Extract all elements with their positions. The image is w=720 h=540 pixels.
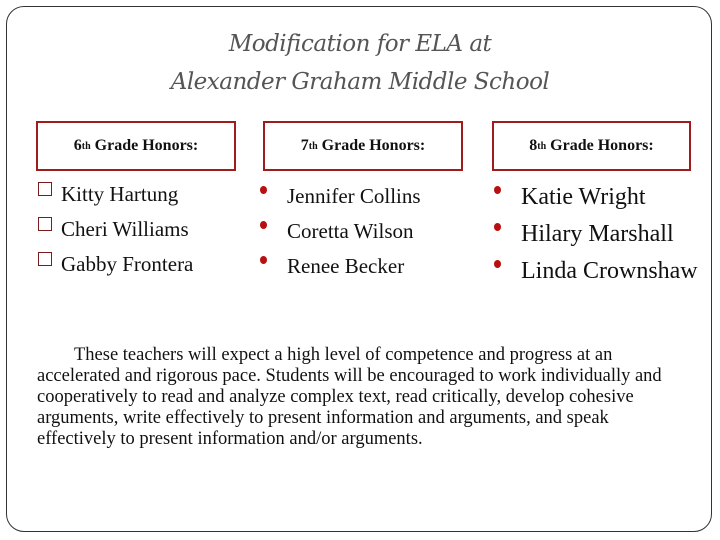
description-paragraph: These teachers will expect a high level of competence and progress at an accelerated and rigorous pace. Students will be encouraged to work individually and cooperatively to read and analyze complex text, read critically, develop cohesive arguments, write effectively to present information and arguments, and speak effectively to present information and/or arguments. (37, 345, 662, 449)
list-item (521, 179, 698, 216)
grade-6-list (61, 177, 193, 282)
grade-7-header (263, 121, 463, 171)
header-label: Grade Honors: (90, 137, 199, 154)
grade-6-header (36, 121, 236, 171)
grade-number: 8 (529, 137, 538, 154)
grade-number: 6 (73, 137, 82, 154)
grade-7-list (287, 179, 421, 284)
grade-8-list (521, 179, 698, 290)
list-item (61, 212, 193, 247)
list-item (287, 214, 421, 249)
list-item (521, 216, 698, 253)
bullet-icon (494, 186, 501, 194)
teacher-name: Renee Becker (287, 254, 405, 278)
bullet-icon (260, 256, 267, 264)
list-item (287, 179, 421, 214)
header-label: Grade Honors: (546, 137, 654, 154)
checkbox-square-icon (38, 182, 52, 196)
grade-8-header (492, 121, 691, 171)
header-label: Grade Honors: (317, 137, 426, 154)
teacher-name: Gabby Frontera (61, 252, 194, 276)
teacher-name: Katie Wright (521, 184, 646, 210)
checkbox-square-icon (38, 252, 52, 266)
teacher-name: Kitty Hartung (61, 182, 179, 206)
teacher-name: Jennifer Collins (287, 184, 421, 208)
checkbox-square-icon (38, 217, 52, 231)
ordinal: th (81, 140, 91, 152)
bullet-icon (494, 223, 501, 231)
title-line-1: Modification for ELA at (228, 31, 492, 57)
list-item (287, 249, 421, 284)
bullet-icon (260, 186, 267, 194)
ordinal: th (308, 140, 318, 152)
title-line-2: Alexander Graham Middle School (170, 69, 550, 95)
ordinal: th (537, 140, 547, 152)
bullet-icon (494, 260, 501, 268)
bullet-icon (260, 221, 267, 229)
list-item (521, 253, 698, 290)
teacher-name: Linda Crownshaw (521, 258, 698, 284)
teacher-name: Hilary Marshall (521, 221, 674, 247)
teacher-name: Coretta Wilson (287, 219, 414, 243)
teacher-name: Cheri Williams (61, 217, 189, 241)
list-item (61, 177, 193, 212)
grade-number: 7 (300, 137, 309, 154)
list-item (61, 247, 193, 282)
